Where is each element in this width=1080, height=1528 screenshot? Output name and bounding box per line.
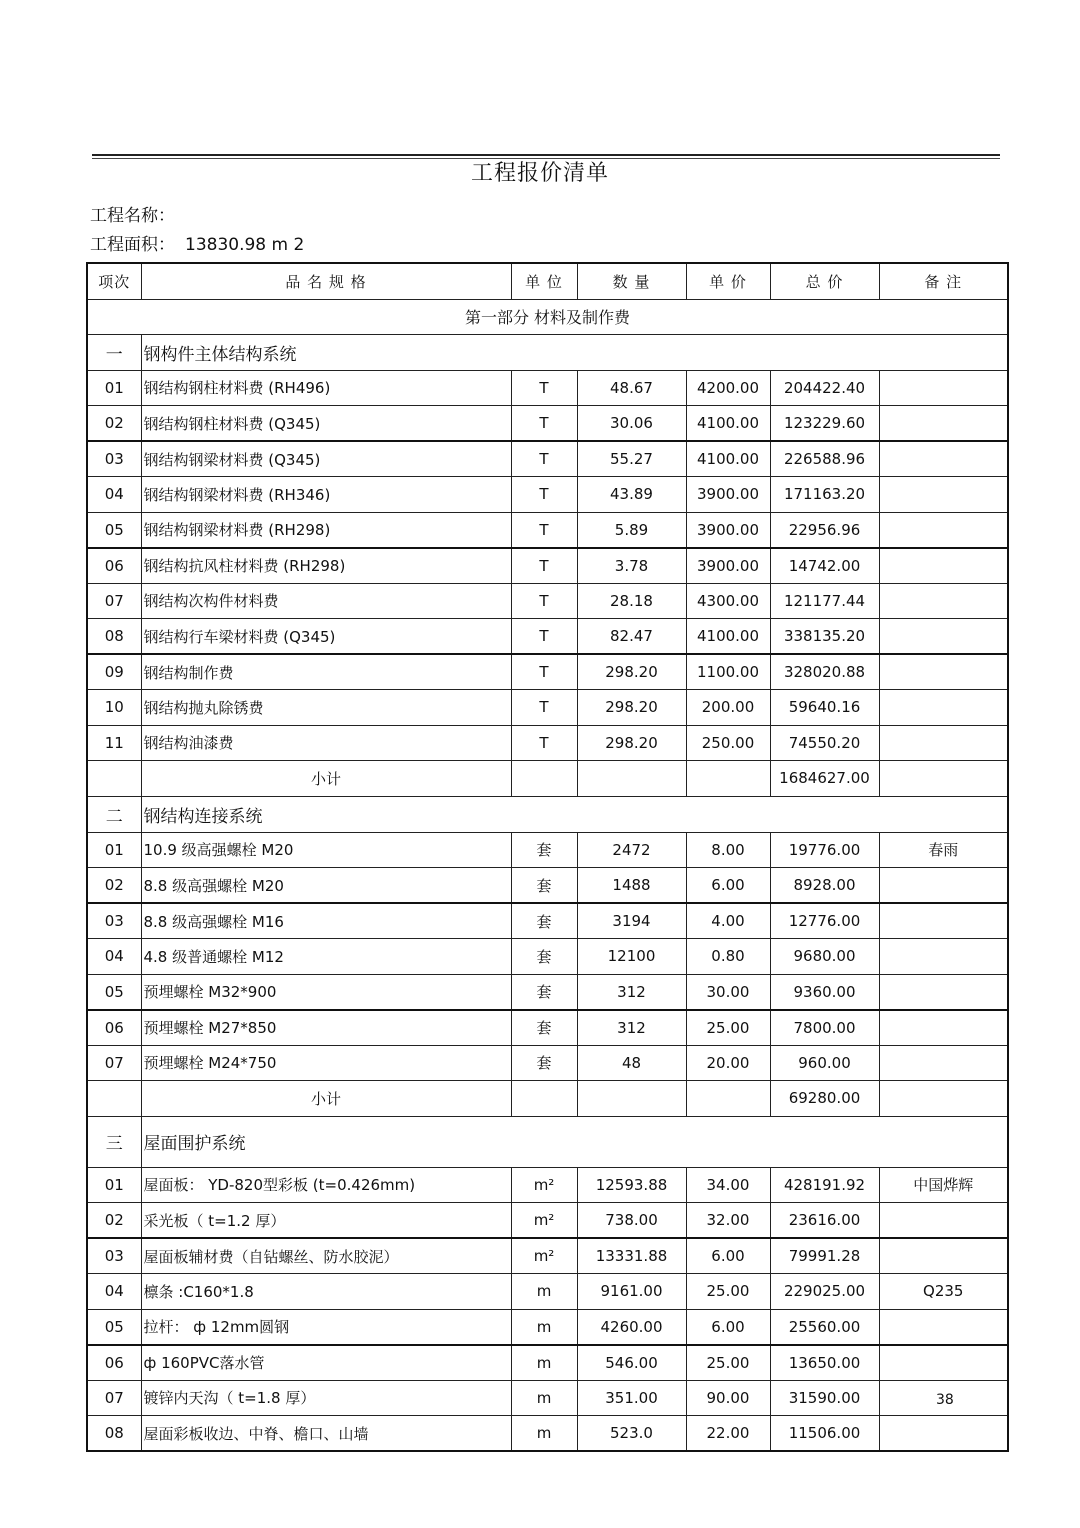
row-total: 23616.00 <box>770 1203 879 1239</box>
row-price: 6.00 <box>686 868 770 904</box>
row-note <box>879 1345 1008 1381</box>
table-row <box>87 512 1008 548</box>
row-name: 预埋螺栓 M32*900 <box>141 974 511 1010</box>
row-qty: 28.18 <box>577 583 686 619</box>
row-index: 09 <box>87 654 141 690</box>
row-price: 22.00 <box>686 1416 770 1452</box>
row-price: 32.00 <box>686 1203 770 1239</box>
row-unit: T <box>511 477 577 513</box>
subtotal-empty <box>87 1081 141 1117</box>
subtotal-value: 1684627.00 <box>770 761 879 797</box>
table-row <box>87 548 1008 584</box>
header-qty: 数 量 <box>577 263 686 299</box>
row-price: 3900.00 <box>686 512 770 548</box>
row-name: 钢结构制作费 <box>141 654 511 690</box>
row-index: 02 <box>87 868 141 904</box>
subtotal-empty <box>511 1081 577 1117</box>
row-note <box>879 406 1008 442</box>
table-row <box>87 974 1008 1010</box>
row-note <box>879 725 1008 761</box>
row-name: 预埋螺栓 M27*850 <box>141 1010 511 1046</box>
section-row <box>87 1116 1008 1167</box>
page-title: 工程报价清单 <box>470 161 609 186</box>
row-name: 采光板（ t=1.2 厚） <box>141 1203 511 1239</box>
row-total: 25560.00 <box>770 1309 879 1345</box>
header-unit: 单 位 <box>511 263 577 299</box>
part-row <box>87 299 1008 334</box>
row-name: 屋面板辅材费（自钻螺丝、防水胶泥） <box>141 1238 511 1274</box>
table-row <box>87 725 1008 761</box>
project-area-label: 工程面积： <box>90 235 175 255</box>
row-unit: T <box>511 512 577 548</box>
row-total: 9360.00 <box>770 974 879 1010</box>
project-area <box>90 230 304 255</box>
row-index: 06 <box>87 1345 141 1381</box>
row-name: 8.8 级高强螺栓 M16 <box>141 903 511 939</box>
row-qty: 55.27 <box>577 441 686 477</box>
section-row <box>87 334 1008 370</box>
row-qty: 5.89 <box>577 512 686 548</box>
row-qty: 738.00 <box>577 1203 686 1239</box>
row-total: 12776.00 <box>770 903 879 939</box>
table-row <box>87 441 1008 477</box>
row-qty: 82.47 <box>577 619 686 655</box>
row-name: 钢结构钢梁材料费 (Q345) <box>141 441 511 477</box>
row-name: 预埋螺栓 M24*750 <box>141 1045 511 1081</box>
row-index: 01 <box>87 832 141 868</box>
table-row <box>87 654 1008 690</box>
row-unit: T <box>511 406 577 442</box>
row-note <box>879 974 1008 1010</box>
table-row <box>87 903 1008 939</box>
header-price: 单 价 <box>686 263 770 299</box>
row-unit: T <box>511 690 577 726</box>
row-note <box>879 370 1008 406</box>
row-total: 960.00 <box>770 1045 879 1081</box>
row-qty: 3.78 <box>577 548 686 584</box>
header-note: 备 注 <box>879 263 1008 299</box>
row-unit: m <box>511 1274 577 1310</box>
row-price: 4200.00 <box>686 370 770 406</box>
subtotal-empty <box>879 1081 1008 1117</box>
row-total: 9680.00 <box>770 939 879 975</box>
table-row <box>87 832 1008 868</box>
row-qty: 3194 <box>577 903 686 939</box>
row-name: 钢结构抛丸除锈费 <box>141 690 511 726</box>
row-unit: 套 <box>511 1010 577 1046</box>
row-total: 59640.16 <box>770 690 879 726</box>
row-unit: T <box>511 441 577 477</box>
row-unit: T <box>511 725 577 761</box>
row-total: 204422.40 <box>770 370 879 406</box>
row-unit: m <box>511 1309 577 1345</box>
row-qty: 13331.88 <box>577 1238 686 1274</box>
table-row <box>87 1309 1008 1345</box>
subtotal-empty <box>577 761 686 797</box>
row-total: 31590.00 <box>770 1380 879 1416</box>
table-row <box>87 619 1008 655</box>
row-note <box>879 441 1008 477</box>
row-unit: T <box>511 583 577 619</box>
row-name: 拉杆： ф 12mm圆钢 <box>141 1309 511 1345</box>
row-note <box>879 1203 1008 1239</box>
subtotal-empty <box>511 761 577 797</box>
row-price: 200.00 <box>686 690 770 726</box>
subtotal-empty <box>577 1081 686 1117</box>
table-row <box>87 1345 1008 1381</box>
row-note <box>879 1045 1008 1081</box>
row-total: 13650.00 <box>770 1345 879 1381</box>
header-total: 总 价 <box>770 263 879 299</box>
subtotal-empty <box>879 761 1008 797</box>
table-row <box>87 1274 1008 1310</box>
subtotal-row <box>87 1081 1008 1117</box>
row-price: 0.80 <box>686 939 770 975</box>
row-total: 229025.00 <box>770 1274 879 1310</box>
row-note <box>879 1010 1008 1046</box>
row-qty: 30.06 <box>577 406 686 442</box>
row-index: 03 <box>87 1238 141 1274</box>
table-row <box>87 1238 1008 1274</box>
row-total: 328020.88 <box>770 654 879 690</box>
row-name: 4.8 级普通螺栓 M12 <box>141 939 511 975</box>
row-price: 34.00 <box>686 1167 770 1203</box>
row-name: 钢结构行车梁材料费 (Q345) <box>141 619 511 655</box>
header-row <box>87 263 1008 299</box>
table-row <box>87 406 1008 442</box>
row-price: 4100.00 <box>686 406 770 442</box>
project-area-value: 13830.98 m 2 <box>185 235 305 255</box>
row-total: 11506.00 <box>770 1416 879 1452</box>
row-qty: 546.00 <box>577 1345 686 1381</box>
section-title: 钢构件主体结构系统 <box>141 334 1008 370</box>
subtotal-label: 小计 <box>141 761 511 797</box>
row-total: 121177.44 <box>770 583 879 619</box>
row-note: 春雨 <box>879 832 1008 868</box>
row-total: 226588.96 <box>770 441 879 477</box>
row-note <box>879 548 1008 584</box>
subtotal-empty <box>686 761 770 797</box>
row-index: 07 <box>87 1045 141 1081</box>
row-name: 钢结构次构件材料费 <box>141 583 511 619</box>
row-index: 01 <box>87 370 141 406</box>
row-index: 08 <box>87 1416 141 1452</box>
row-name: 钢结构钢柱材料费 (Q345) <box>141 406 511 442</box>
row-index: 02 <box>87 1203 141 1239</box>
subtotal-row <box>87 761 1008 797</box>
row-index: 04 <box>87 477 141 513</box>
header-index: 项次 <box>87 263 141 299</box>
row-note <box>879 690 1008 726</box>
row-unit: T <box>511 654 577 690</box>
row-note <box>879 903 1008 939</box>
table-row <box>87 690 1008 726</box>
table-row <box>87 939 1008 975</box>
row-total: 14742.00 <box>770 548 879 584</box>
row-total: 428191.92 <box>770 1167 879 1203</box>
row-price: 20.00 <box>686 1045 770 1081</box>
row-qty: 2472 <box>577 832 686 868</box>
row-unit: T <box>511 619 577 655</box>
row-qty: 312 <box>577 1010 686 1046</box>
table-row <box>87 1010 1008 1046</box>
row-total: 74550.20 <box>770 725 879 761</box>
row-note <box>879 477 1008 513</box>
row-qty: 12100 <box>577 939 686 975</box>
section-title: 钢结构连接系统 <box>141 796 1008 832</box>
row-index: 11 <box>87 725 141 761</box>
row-qty: 298.20 <box>577 690 686 726</box>
subtotal-label: 小计 <box>141 1081 511 1117</box>
section-row <box>87 796 1008 832</box>
row-price: 3900.00 <box>686 477 770 513</box>
page-number: 38 <box>936 1392 954 1408</box>
row-name: 屋面彩板收边、中脊、檐口、山墙 <box>141 1416 511 1452</box>
row-qty: 523.0 <box>577 1416 686 1452</box>
row-price: 250.00 <box>686 725 770 761</box>
row-qty: 48 <box>577 1045 686 1081</box>
row-index: 05 <box>87 974 141 1010</box>
row-name: 屋面板： YD-820型彩板 (t=0.426mm) <box>141 1167 511 1203</box>
row-unit: m² <box>511 1238 577 1274</box>
table-row <box>87 1416 1008 1452</box>
row-qty: 9161.00 <box>577 1274 686 1310</box>
row-unit: 套 <box>511 974 577 1010</box>
row-unit: m <box>511 1416 577 1452</box>
row-note <box>879 1238 1008 1274</box>
row-total: 22956.96 <box>770 512 879 548</box>
row-name: 钢结构抗风柱材料费 (RH298) <box>141 548 511 584</box>
row-name: 钢结构油漆费 <box>141 725 511 761</box>
row-price: 4.00 <box>686 903 770 939</box>
table-row <box>87 477 1008 513</box>
row-price: 3900.00 <box>686 548 770 584</box>
row-note: Q235 <box>879 1274 1008 1310</box>
row-price: 6.00 <box>686 1238 770 1274</box>
row-unit: m² <box>511 1203 577 1239</box>
row-price: 4100.00 <box>686 619 770 655</box>
project-name-label: 工程名称： <box>90 206 175 226</box>
row-name: 钢结构钢梁材料费 (RH346) <box>141 477 511 513</box>
row-index: 01 <box>87 1167 141 1203</box>
row-note <box>879 1416 1008 1452</box>
row-index: 04 <box>87 1274 141 1310</box>
row-name: 10.9 级高强螺栓 M20 <box>141 832 511 868</box>
row-unit: m² <box>511 1167 577 1203</box>
row-name: 钢结构钢柱材料费 (RH496) <box>141 370 511 406</box>
row-note <box>879 939 1008 975</box>
section-title: 屋面围护系统 <box>141 1116 1008 1167</box>
table-row <box>87 1045 1008 1081</box>
row-index: 04 <box>87 939 141 975</box>
row-unit: T <box>511 370 577 406</box>
row-price: 4300.00 <box>686 583 770 619</box>
row-note: 中国烨辉 <box>879 1167 1008 1203</box>
row-unit: T <box>511 548 577 584</box>
quote-table <box>86 262 1009 1452</box>
row-note <box>879 583 1008 619</box>
row-name: ф 160PVC落水管 <box>141 1345 511 1381</box>
row-name: 钢结构钢梁材料费 (RH298) <box>141 512 511 548</box>
row-index: 03 <box>87 903 141 939</box>
row-unit: 套 <box>511 1045 577 1081</box>
section-index: 一 <box>87 334 141 370</box>
row-total: 79991.28 <box>770 1238 879 1274</box>
row-price: 90.00 <box>686 1380 770 1416</box>
row-total: 123229.60 <box>770 406 879 442</box>
row-note <box>879 512 1008 548</box>
section-index: 三 <box>87 1116 141 1167</box>
row-name: 8.8 级高强螺栓 M20 <box>141 868 511 904</box>
row-price: 25.00 <box>686 1010 770 1046</box>
row-unit: 套 <box>511 868 577 904</box>
row-price: 25.00 <box>686 1345 770 1381</box>
row-index: 06 <box>87 1010 141 1046</box>
row-note <box>879 619 1008 655</box>
row-name: 檩条 :C160*1.8 <box>141 1274 511 1310</box>
row-unit: 套 <box>511 939 577 975</box>
table-row <box>87 1167 1008 1203</box>
row-unit: m <box>511 1345 577 1381</box>
row-price: 1100.00 <box>686 654 770 690</box>
row-total: 171163.20 <box>770 477 879 513</box>
row-index: 05 <box>87 512 141 548</box>
row-index: 07 <box>87 1380 141 1416</box>
row-index: 03 <box>87 441 141 477</box>
subtotal-empty <box>87 761 141 797</box>
row-qty: 12593.88 <box>577 1167 686 1203</box>
row-qty: 4260.00 <box>577 1309 686 1345</box>
row-price: 25.00 <box>686 1274 770 1310</box>
row-index: 08 <box>87 619 141 655</box>
row-index: 05 <box>87 1309 141 1345</box>
row-total: 8928.00 <box>770 868 879 904</box>
row-qty: 1488 <box>577 868 686 904</box>
row-unit: 套 <box>511 832 577 868</box>
table-row <box>87 583 1008 619</box>
row-total: 19776.00 <box>770 832 879 868</box>
row-note <box>879 1309 1008 1345</box>
row-qty: 43.89 <box>577 477 686 513</box>
row-price: 8.00 <box>686 832 770 868</box>
table-row <box>87 1203 1008 1239</box>
table-row <box>87 868 1008 904</box>
row-price: 6.00 <box>686 1309 770 1345</box>
row-price: 30.00 <box>686 974 770 1010</box>
header-name: 品 名 规 格 <box>141 263 511 299</box>
row-index: 06 <box>87 548 141 584</box>
row-qty: 298.20 <box>577 654 686 690</box>
row-price: 4100.00 <box>686 441 770 477</box>
row-qty: 48.67 <box>577 370 686 406</box>
row-index: 10 <box>87 690 141 726</box>
row-name: 镀锌内天沟（ t=1.8 厚） <box>141 1380 511 1416</box>
row-index: 07 <box>87 583 141 619</box>
row-qty: 298.20 <box>577 725 686 761</box>
row-qty: 312 <box>577 974 686 1010</box>
section-index: 二 <box>87 796 141 832</box>
part-title: 第一部分 材料及制作费 <box>87 299 1008 334</box>
row-total: 7800.00 <box>770 1010 879 1046</box>
subtotal-value: 69280.00 <box>770 1081 879 1117</box>
table-row <box>87 1380 1008 1416</box>
row-index: 02 <box>87 406 141 442</box>
row-qty: 351.00 <box>577 1380 686 1416</box>
subtotal-empty <box>686 1081 770 1117</box>
row-note <box>879 868 1008 904</box>
row-total: 338135.20 <box>770 619 879 655</box>
row-note <box>879 654 1008 690</box>
table-row <box>87 370 1008 406</box>
row-unit: m <box>511 1380 577 1416</box>
row-unit: 套 <box>511 903 577 939</box>
